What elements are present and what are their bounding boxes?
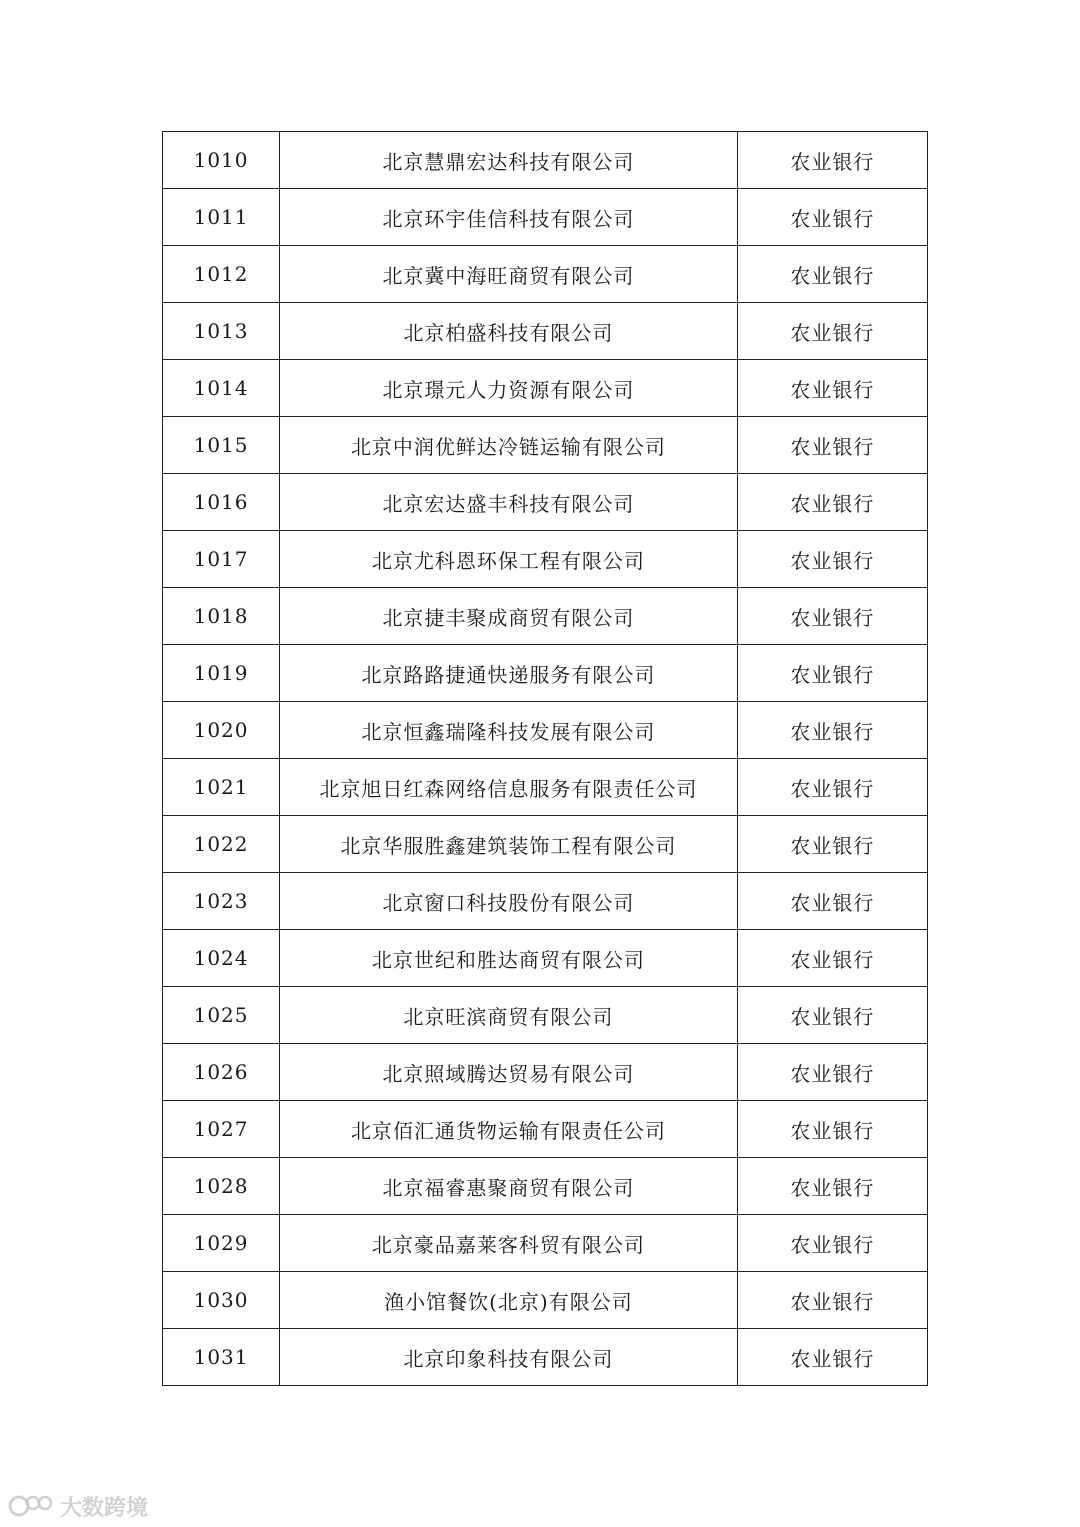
table-row bbox=[163, 816, 928, 873]
company-table bbox=[162, 131, 928, 1386]
company-name: 北京环宇佳信科技有限公司 bbox=[280, 189, 738, 246]
table-row bbox=[163, 1158, 928, 1215]
bank-name: 农业银行 bbox=[737, 816, 927, 873]
bank-name: 农业银行 bbox=[737, 930, 927, 987]
company-name: 渔小馆餐饮(北京)有限公司 bbox=[280, 1272, 738, 1329]
company-name: 北京照域腾达贸易有限公司 bbox=[280, 1044, 738, 1101]
company-name: 北京璟元人力资源有限公司 bbox=[280, 360, 738, 417]
bank-name: 农业银行 bbox=[737, 1158, 927, 1215]
table-row bbox=[163, 1272, 928, 1329]
company-name: 北京恒鑫瑞隆科技发展有限公司 bbox=[280, 702, 738, 759]
watermark bbox=[8, 1490, 148, 1522]
company-name: 北京华服胜鑫建筑装饰工程有限公司 bbox=[280, 816, 738, 873]
row-number: 1027 bbox=[163, 1101, 280, 1158]
company-name: 北京旭日红森网络信息服务有限责任公司 bbox=[280, 759, 738, 816]
company-name: 北京柏盛科技有限公司 bbox=[280, 303, 738, 360]
table-row bbox=[163, 1044, 928, 1101]
bank-name: 农业银行 bbox=[737, 1215, 927, 1272]
table-row bbox=[163, 1101, 928, 1158]
table-row bbox=[163, 987, 928, 1044]
row-number: 1022 bbox=[163, 816, 280, 873]
row-number: 1016 bbox=[163, 474, 280, 531]
brand-logo-icon bbox=[8, 1491, 54, 1521]
company-name: 北京慧鼎宏达科技有限公司 bbox=[280, 132, 738, 189]
company-name: 北京佰汇通货物运输有限责任公司 bbox=[280, 1101, 738, 1158]
bank-name: 农业银行 bbox=[737, 132, 927, 189]
watermark-text: 大数跨境 bbox=[60, 1495, 149, 1521]
row-number: 1029 bbox=[163, 1215, 280, 1272]
row-number: 1013 bbox=[163, 303, 280, 360]
table-row bbox=[163, 360, 928, 417]
table-row bbox=[163, 246, 928, 303]
company-name: 北京豪品嘉莱客科贸有限公司 bbox=[280, 1215, 738, 1272]
row-number: 1026 bbox=[163, 1044, 280, 1101]
bank-name: 农业银行 bbox=[737, 1272, 927, 1329]
table-row bbox=[163, 930, 928, 987]
table-row bbox=[163, 531, 928, 588]
bank-name: 农业银行 bbox=[737, 189, 927, 246]
table-row bbox=[163, 1329, 928, 1386]
table-row bbox=[163, 759, 928, 816]
table-row bbox=[163, 702, 928, 759]
company-name: 北京尤科恩环保工程有限公司 bbox=[280, 531, 738, 588]
row-number: 1014 bbox=[163, 360, 280, 417]
row-number: 1011 bbox=[163, 189, 280, 246]
row-number: 1021 bbox=[163, 759, 280, 816]
table-row bbox=[163, 189, 928, 246]
bank-name: 农业银行 bbox=[737, 531, 927, 588]
table-row bbox=[163, 588, 928, 645]
bank-name: 农业银行 bbox=[737, 246, 927, 303]
row-number: 1017 bbox=[163, 531, 280, 588]
bank-name: 农业银行 bbox=[737, 1044, 927, 1101]
company-name: 北京路路捷通快递服务有限公司 bbox=[280, 645, 738, 702]
company-name: 北京旺滨商贸有限公司 bbox=[280, 987, 738, 1044]
table-row bbox=[163, 132, 928, 189]
company-name: 北京冀中海旺商贸有限公司 bbox=[280, 246, 738, 303]
bank-name: 农业银行 bbox=[737, 873, 927, 930]
row-number: 1020 bbox=[163, 702, 280, 759]
table-row bbox=[163, 873, 928, 930]
bank-name: 农业银行 bbox=[737, 702, 927, 759]
row-number: 1031 bbox=[163, 1329, 280, 1386]
row-number: 1028 bbox=[163, 1158, 280, 1215]
row-number: 1012 bbox=[163, 246, 280, 303]
table-row bbox=[163, 474, 928, 531]
bank-name: 农业银行 bbox=[737, 588, 927, 645]
bank-name: 农业银行 bbox=[737, 417, 927, 474]
row-number: 1025 bbox=[163, 987, 280, 1044]
company-name: 北京中润优鲜达冷链运输有限公司 bbox=[280, 417, 738, 474]
bank-name: 农业银行 bbox=[737, 1329, 927, 1386]
bank-name: 农业银行 bbox=[737, 474, 927, 531]
row-number: 1023 bbox=[163, 873, 280, 930]
company-name: 北京窗口科技股份有限公司 bbox=[280, 873, 738, 930]
company-name: 北京宏达盛丰科技有限公司 bbox=[280, 474, 738, 531]
bank-name: 农业银行 bbox=[737, 759, 927, 816]
table-row bbox=[163, 1215, 928, 1272]
table-body bbox=[163, 132, 928, 1386]
row-number: 1030 bbox=[163, 1272, 280, 1329]
company-name: 北京捷丰聚成商贸有限公司 bbox=[280, 588, 738, 645]
company-name: 北京印象科技有限公司 bbox=[280, 1329, 738, 1386]
bank-name: 农业银行 bbox=[737, 1101, 927, 1158]
table-row bbox=[163, 645, 928, 702]
company-name: 北京世纪和胜达商贸有限公司 bbox=[280, 930, 738, 987]
company-name: 北京福睿惠聚商贸有限公司 bbox=[280, 1158, 738, 1215]
table-row bbox=[163, 417, 928, 474]
row-number: 1018 bbox=[163, 588, 280, 645]
bank-name: 农业银行 bbox=[737, 987, 927, 1044]
row-number: 1010 bbox=[163, 132, 280, 189]
bank-name: 农业银行 bbox=[737, 303, 927, 360]
row-number: 1019 bbox=[163, 645, 280, 702]
bank-name: 农业银行 bbox=[737, 645, 927, 702]
bank-name: 农业银行 bbox=[737, 360, 927, 417]
table-row bbox=[163, 303, 928, 360]
row-number: 1024 bbox=[163, 930, 280, 987]
row-number: 1015 bbox=[163, 417, 280, 474]
